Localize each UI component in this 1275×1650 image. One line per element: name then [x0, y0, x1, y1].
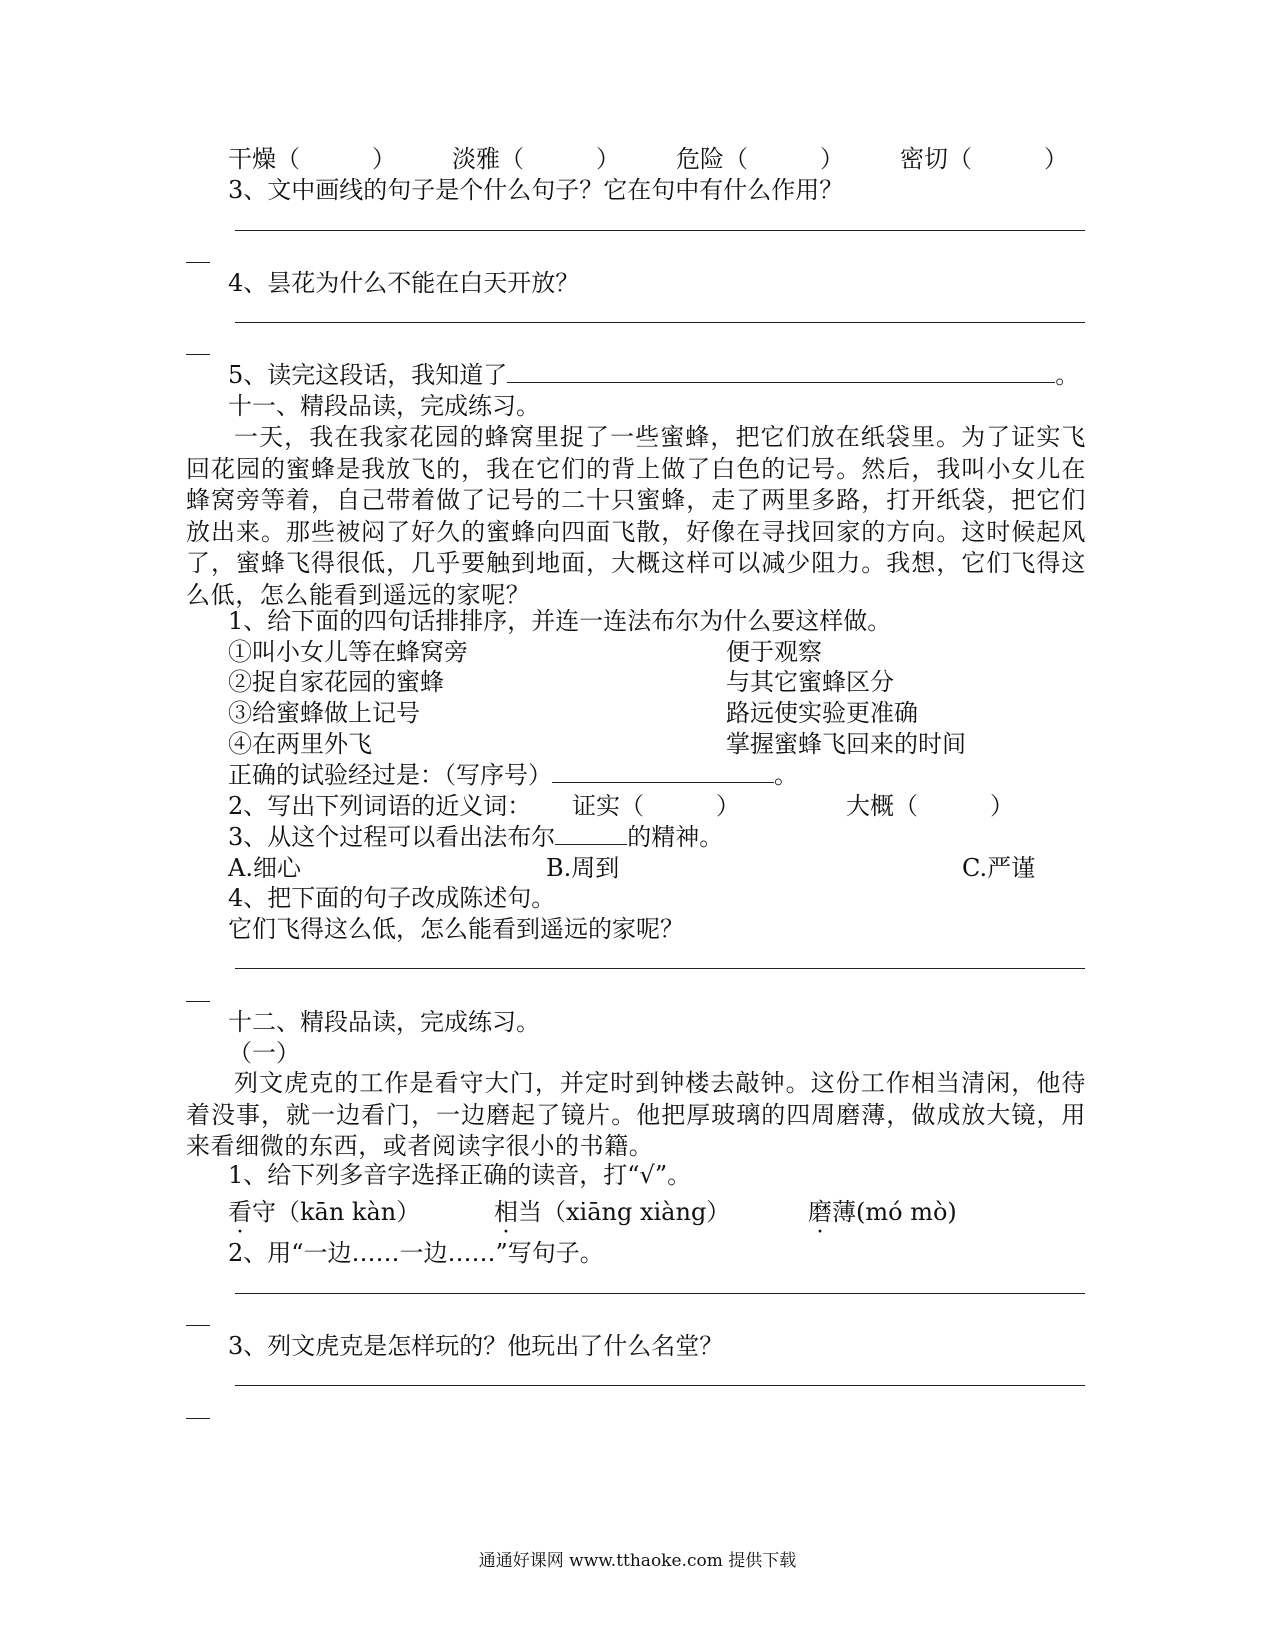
section-11-heading: 十一、精段品读，完成练习。: [228, 392, 540, 420]
s11-question-3: [228, 822, 723, 852]
order-answer-label: 正确的试验经过是：（写序号）: [228, 761, 552, 789]
section-12-passage: 列文虎克的工作是看守大门，并定时到钟楼去敲钟。这份工作相当清闲，他待着没事，就一边看门，一边磨起了镜片。他把厚玻璃的四周磨薄，做成放大镜，用来看细微的东西，或者阅读字很小的书籍。: [186, 1069, 1086, 1160]
answer-line-stub: [186, 1325, 210, 1326]
reason-item-2: 与其它蜜蜂区分: [726, 668, 894, 696]
s11-question-3-end: 的精神。: [627, 823, 724, 851]
answer-line-stub: [186, 354, 210, 355]
answer-line[interactable]: [235, 968, 1085, 969]
fill-blank[interactable]: [555, 824, 627, 845]
answer-line-stub: [186, 262, 210, 263]
fill-blank[interactable]: [552, 762, 774, 783]
step-item-1: ①叫小女儿等在蜂窝旁: [228, 638, 468, 666]
question-5-text: 5、读完这段话，我知道了: [228, 361, 508, 389]
synonym-item-2: 大概（ ）: [846, 792, 1014, 820]
s11-question-4: 4、把下面的句子改成陈述句。: [228, 884, 556, 912]
polyphone-options[interactable]: 守（kān kàn）: [252, 1198, 421, 1226]
step-item-3: ③给蜜蜂做上记号: [228, 699, 420, 727]
s11-question-1: 1、给下面的四句话排排序，并连一连法布尔为什么要这样做。: [228, 607, 892, 635]
dotted-char: 磨: [808, 1198, 832, 1226]
section-12-heading: 十二、精段品读，完成练习。: [228, 1008, 540, 1036]
order-answer: [228, 760, 798, 790]
answer-line-stub: [186, 1418, 210, 1419]
antonym-item-3: 危险（ ）: [676, 145, 844, 173]
question-3: 3、文中画线的句子是个什么句子？它在句中有什么作用？: [228, 176, 844, 204]
step-item-4: ④在两里外飞: [228, 730, 372, 758]
dotted-char: 相: [494, 1198, 518, 1226]
page-footer: 通通好课网 www.tthaoke.com 提供下载: [478, 1551, 797, 1571]
answer-line[interactable]: [235, 322, 1085, 323]
choice-b[interactable]: B.周到: [546, 854, 620, 882]
question-5: [228, 360, 1079, 390]
answer-line[interactable]: [235, 1293, 1085, 1294]
dotted-char: 看: [228, 1198, 252, 1226]
answer-line-stub: [186, 1001, 210, 1002]
polyphone-item-3: [808, 1197, 957, 1227]
section-12-sub: （一）: [228, 1039, 300, 1067]
s12-question-2: 2、用“一边……一边……”写句子。: [228, 1239, 604, 1267]
polyphone-item-1: [228, 1197, 420, 1227]
s11-question-4-sentence: 它们飞得这么低，怎么能看到遥远的家呢？: [228, 915, 684, 943]
answer-line[interactable]: [235, 1385, 1085, 1386]
reason-item-1: 便于观察: [726, 638, 822, 666]
polyphone-options[interactable]: 当（xiāng xiàng）: [518, 1198, 731, 1226]
section-11-passage: 一天，我在我家花园的蜂窝里捉了一些蜜蜂，把它们放在纸袋里。为了证实飞回花园的蜜蜂是我放飞的，我在它们的背上做了白色的记号。然后，我叫小女儿在蜂窝旁等着，自己带着做了记号的二十只蜜蜂，走了两里多路，打开纸袋，把它们放出来。那些被闷了好久的蜜蜂向四面飞散，好像在寻找回家的方向。这时候起风了，蜜蜂飞得很低，几乎要触到地面，大概这样可以减少阻力。我想，它们飞得这么低，怎么能看到遥远的家呢？: [186, 423, 1086, 609]
synonym-item-1: 证实（ ）: [572, 792, 740, 820]
s11-question-2: 2、写出下列词语的近义词：: [228, 792, 532, 820]
choice-c[interactable]: C.严谨: [962, 854, 1036, 882]
question-4: 4、昙花为什么不能在白天开放？: [228, 269, 580, 297]
polyphone-options[interactable]: 薄(mó mò): [832, 1198, 957, 1226]
antonym-item-2: 淡雅（ ）: [452, 145, 620, 173]
choice-a[interactable]: A.细心: [228, 854, 301, 882]
antonym-item-4: 密切（ ）: [900, 145, 1068, 173]
step-item-2: ②捉自家花园的蜜蜂: [228, 668, 444, 696]
reason-item-4: 掌握蜜蜂飞回来的时间: [726, 730, 966, 758]
s11-question-3-text: 3、从这个过程可以看出法布尔: [228, 823, 556, 851]
reason-item-3: 路远使实验更准确: [726, 699, 918, 727]
fill-blank[interactable]: [507, 362, 1055, 383]
s12-question-3: 3、列文虎克是怎样玩的？他玩出了什么名堂？: [228, 1332, 724, 1360]
antonym-item-1: 干燥（ ）: [228, 145, 396, 173]
s12-question-1: 1、给下列多音字选择正确的读音，打“√”。: [228, 1161, 692, 1189]
order-answer-end: 。: [774, 761, 798, 789]
polyphone-item-2: [494, 1197, 730, 1227]
answer-line[interactable]: [235, 230, 1085, 231]
question-5-end: 。: [1055, 361, 1080, 389]
